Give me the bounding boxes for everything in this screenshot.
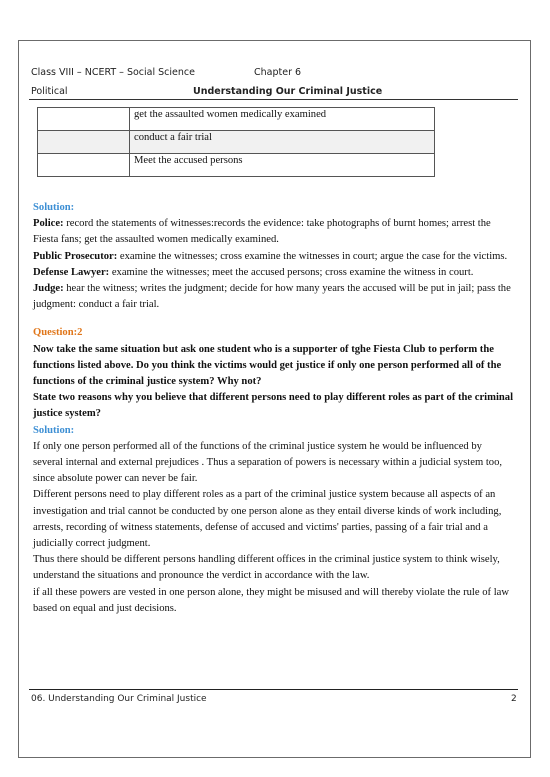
solution-item-prosecutor (33, 249, 513, 265)
footer-chapter: 06. Understanding Our Criminal Justice (31, 694, 207, 704)
table-row (38, 131, 435, 154)
table-cell: Meet the accused persons (130, 154, 435, 177)
spacer (33, 313, 513, 325)
solution-paragraph: If only one person performed all of the functions of the criminal justice system he would be influenced by several internal and external prejudices . Thus a separation of powers is necessary within a judicial system too, since absolute power can never be fair. (33, 440, 503, 485)
item-label: Police: (33, 218, 64, 230)
table-cell: get the assaulted women medically examined (130, 108, 435, 131)
question-text: Now take the same situation but ask one student who is a supporter of tghe Fiesta Club to perform the functions listed above. Do you think the victims would get justice if only one person performed all of the functions of the criminal justice system? Why not? (33, 343, 502, 388)
item-label: Defense Lawyer: (33, 266, 110, 278)
table-cell-empty (38, 131, 130, 154)
functions-table (37, 107, 435, 177)
page-number: 2 (511, 694, 517, 704)
solution-item-defense (33, 265, 513, 281)
solution-item-judge (33, 281, 513, 313)
question-heading: Question:2 (33, 327, 83, 339)
item-label: Judge: (33, 283, 64, 295)
question-text: State two reasons why you believe that different persons need to play different roles as part of the criminal justice system? (33, 392, 514, 420)
table-row (38, 108, 435, 131)
item-label: Public Prosecutor: (33, 250, 118, 262)
item-text: hear the witness; writes the judgment; decide for how many years the accused will be put in jail; pass the judgment: conduct a fair trial. (33, 283, 511, 311)
solution-paragraph: if all these powers are vested in one person alone, they might be misused and will thereby violate the rule of law based on equal and just decisions. (33, 586, 509, 614)
content (33, 200, 513, 617)
item-text: examine the witnesses; meet the accused persons; cross examine the witness in court. (109, 266, 474, 278)
solution-paragraph: Thus there should be different persons handling different offices in the criminal justice system to think wisely, understand the situations and pronounce the verdict in accordance with the law. (33, 554, 500, 582)
solution-heading: Solution: (33, 202, 75, 213)
header-subject: Political (31, 86, 68, 97)
table-cell: conduct a fair trial (130, 131, 435, 154)
item-text: record the statements of witnesses:records the evidence: take photographs of burnt homes; arrest the Fiesta fans; get the assaulted women medically examined. (33, 218, 491, 246)
header-divider (29, 99, 518, 100)
header-title: Understanding Our Criminal Justice (193, 86, 383, 97)
footer-divider (29, 689, 518, 690)
solution-item-police (33, 216, 513, 248)
solution-heading: Solution: (33, 424, 75, 436)
table-cell-empty (38, 108, 130, 131)
table-row (38, 154, 435, 177)
header-class-info: Class VIII – NCERT – Social Science (31, 67, 195, 78)
table-cell-empty (38, 154, 130, 177)
item-text: examine the witnesses; cross examine the witnesses in court; argue the case for the victims. (117, 250, 508, 262)
header-chapter: Chapter 6 (254, 67, 302, 78)
solution-paragraph: Different persons need to play different roles as a part of the criminal justice system because all aspects of an investigation and trial cannot be conducted by one person alone as they entail diverse kinds of work including, arrests, recording of witness statements, defense of accused and victims' parties, passing of a fair trial and a judicially correct judgment. (33, 489, 502, 550)
